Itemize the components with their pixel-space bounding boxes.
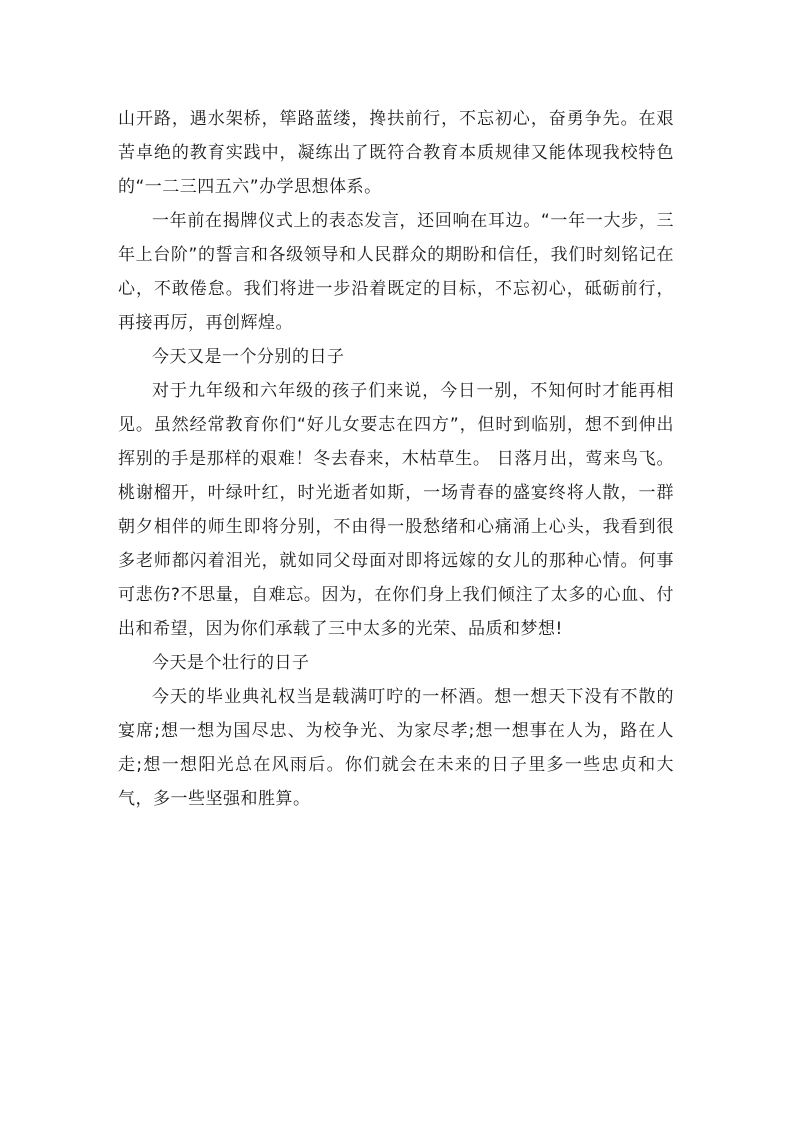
paragraph-1: 山开路，遇水架桥，筚路蓝缕，搀扶前行，不忘初心，奋勇争先。在艰苦卓绝的教育实践中，凝练出了既符合教育本质规律又能体现我校特色的“一二三四五六”办学思想体系。 xyxy=(118,109,674,197)
paragraph-4: 今天的毕业典礼权当是载满叮咛的一杯酒。想一想天下没有不散的宴席;想一想为国尽忠、为校争光、为家尽孝;想一想事在人为，路在人走;想一想阳光总在风雨后。你们就会在未来的日子里多一些忠贞和大气，多一些坚强和胜算。 xyxy=(118,687,674,809)
document-body xyxy=(118,102,674,816)
paragraph-2: 一年前在揭牌仪式上的表态发言，还回响在耳边。“一年一大步，三年上台阶”的誓言和各级领导和人民群众的期盼和信任，我们时刻铭记在心，不敢倦怠。我们将进一步沿着既定的目标，不忘初心，砥砺前行，再接再厉，再创辉煌。 xyxy=(118,211,674,333)
paragraph-3: 对于九年级和六年级的孩子们来说，今日一别，不知何时才能再相见。虽然经常教育你们“好儿女要志在四方”，但时到临别，想不到伸出挥别的手是那样的艰难！冬去春来，木枯草生。 日落月出，莺来鸟飞。桃谢榴开，叶绿叶红，时光逝者如斯，一场青春的盛宴终将人散，一群朝夕相伴的师生即将分别，不由得一股愁绪和心痛涌上心头，我看到很多老师都闪着泪光，就如同父母面对即将远嫁的女儿的那种心情。何事可悲伤?不思量，自难忘。因为，在你们身上我们倾注了太多的心血、付出和希望，因为你们承载了三中太多的光荣、品质和梦想! xyxy=(118,381,674,639)
section-heading-sendoff: 今天是个壮行的日子 xyxy=(152,653,310,673)
section-heading-farewell: 今天又是一个分别的日子 xyxy=(152,347,345,367)
